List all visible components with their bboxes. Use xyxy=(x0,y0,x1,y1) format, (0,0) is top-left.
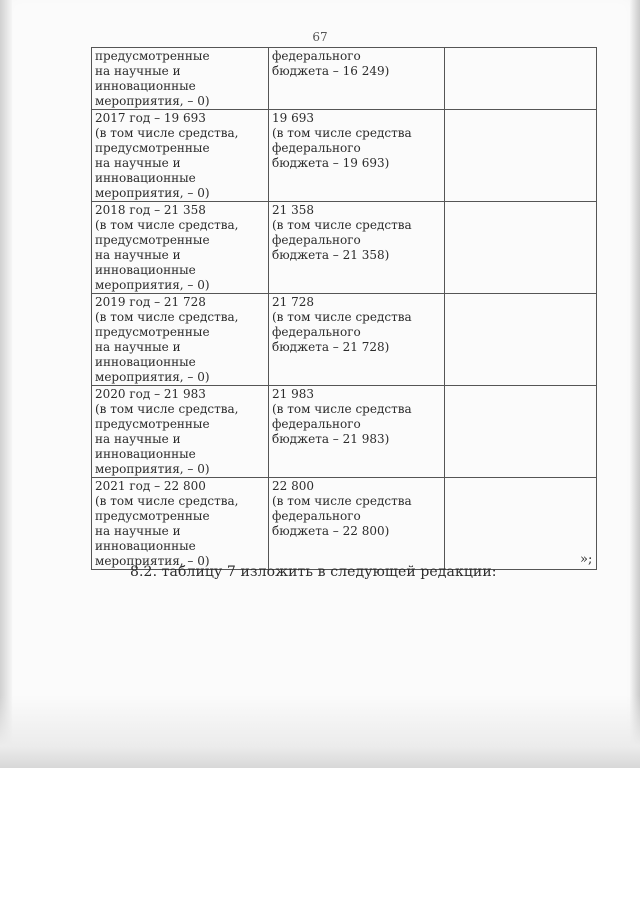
cell-text-line: федерального xyxy=(272,417,361,431)
cell-text-line: бюджета – 21 358) xyxy=(272,248,390,262)
cell-text-line: (в том числе средства xyxy=(272,494,412,508)
cell-text-line: 2019 год – 21 728 xyxy=(95,295,206,309)
cell-text-line: на научные и xyxy=(95,432,181,446)
cell-text-line: федерального xyxy=(272,49,361,63)
table-cell-2 xyxy=(269,386,445,478)
table-cell-2 xyxy=(269,294,445,386)
cell-text-line: (в том числе средства, xyxy=(95,494,239,508)
table-cell-2 xyxy=(269,202,445,294)
table-row xyxy=(92,202,597,294)
cell-text-line: на научные и xyxy=(95,64,181,78)
cell-text-line: на научные и xyxy=(95,524,181,538)
table-cell-3 xyxy=(445,294,597,386)
cell-text-line: федерального xyxy=(272,509,361,523)
cell-text-line: федерального xyxy=(272,141,361,155)
cell-text-line: бюджета – 19 693) xyxy=(272,156,390,170)
cell-text-line: мероприятия, – 0) xyxy=(95,186,210,200)
cell-text-line: федерального xyxy=(272,233,361,247)
cell-text-line: мероприятия, – 0) xyxy=(95,370,210,384)
cell-text-line: (в том числе средства, xyxy=(95,402,239,416)
funding-table-body xyxy=(92,48,597,570)
cell-text-line: предусмотренные xyxy=(95,233,210,247)
cell-text-line: инновационные xyxy=(95,447,196,461)
cell-text-line: инновационные xyxy=(95,355,196,369)
table-cell-3 xyxy=(445,202,597,294)
table-cell-3 xyxy=(445,48,597,110)
cell-text-line: предусмотренные xyxy=(95,509,210,523)
cell-text-line: 2021 год – 22 800 xyxy=(95,479,206,493)
cell-text-line: бюджета – 21 983) xyxy=(272,432,390,446)
scan-shadow-bottom xyxy=(0,695,640,768)
cell-text-line: 21 728 xyxy=(272,295,314,309)
scan-shadow-left xyxy=(0,0,12,768)
table-cell-1 xyxy=(92,48,269,110)
cell-text-line: 2020 год – 21 983 xyxy=(95,387,206,401)
cell-text-line: предусмотренные xyxy=(95,49,210,63)
cell-text-line: мероприятия, – 0) xyxy=(95,554,210,568)
table-cell-1 xyxy=(92,386,269,478)
cell-text-line: бюджета – 16 249) xyxy=(272,64,390,78)
table-cell-2 xyxy=(269,48,445,110)
cell-text-line: федерального xyxy=(272,325,361,339)
cell-text-line: (в том числе средства xyxy=(272,310,412,324)
table-cell-3 xyxy=(445,478,597,570)
funding-table xyxy=(91,47,597,570)
table-row xyxy=(92,110,597,202)
cell-text-line: мероприятия, – 0) xyxy=(95,278,210,292)
table-cell-2 xyxy=(269,110,445,202)
cell-text-line: на научные и xyxy=(95,340,181,354)
cell-text-line: мероприятия, – 0) xyxy=(95,94,210,108)
cell-text-line: 21 358 xyxy=(272,203,314,217)
amendment-instruction: 8.2. таблицу 7 изложить в следующей редакции: xyxy=(130,564,497,580)
page-number: 67 xyxy=(312,30,328,44)
cell-text-line: 21 983 xyxy=(272,387,314,401)
cell-text-line: 2017 год – 19 693 xyxy=(95,111,206,125)
table-cell-3 xyxy=(445,386,597,478)
cell-text-line: (в том числе средства, xyxy=(95,218,239,232)
cell-text-line: бюджета – 22 800) xyxy=(272,524,390,538)
cell-text-line: (в том числе средства xyxy=(272,402,412,416)
cell-text-line: инновационные xyxy=(95,263,196,277)
cell-text-line: 19 693 xyxy=(272,111,314,125)
cell-text-line: на научные и xyxy=(95,248,181,262)
cell-text-line: инновационные xyxy=(95,171,196,185)
cell-text-line: 2018 год – 21 358 xyxy=(95,203,206,217)
cell-text-line: (в том числе средства, xyxy=(95,126,239,140)
table-cell-2 xyxy=(269,478,445,570)
table-cell-1 xyxy=(92,294,269,386)
cell-text-line: мероприятия, – 0) xyxy=(95,462,210,476)
table-row xyxy=(92,386,597,478)
table-row xyxy=(92,294,597,386)
cell-text-line: 22 800 xyxy=(272,479,314,493)
scan-shadow-right xyxy=(630,0,640,768)
cell-text-line: предусмотренные xyxy=(95,325,210,339)
cell-text-line: на научные и xyxy=(95,156,181,170)
table-cell-1 xyxy=(92,110,269,202)
cell-text-line: (в том числе средства, xyxy=(95,310,239,324)
table-cell-1 xyxy=(92,478,269,570)
table-cell-1 xyxy=(92,202,269,294)
closing-quote: »; xyxy=(580,552,593,567)
cell-text-line: (в том числе средства xyxy=(272,218,412,232)
cell-text-line: инновационные xyxy=(95,79,196,93)
cell-text-line: инновационные xyxy=(95,539,196,553)
cell-text-line: предусмотренные xyxy=(95,417,210,431)
table-row xyxy=(92,48,597,110)
table-cell-3 xyxy=(445,110,597,202)
cell-text-line: бюджета – 21 728) xyxy=(272,340,390,354)
table-row xyxy=(92,478,597,570)
cell-text-line: предусмотренные xyxy=(95,141,210,155)
cell-text-line: (в том числе средства xyxy=(272,126,412,140)
